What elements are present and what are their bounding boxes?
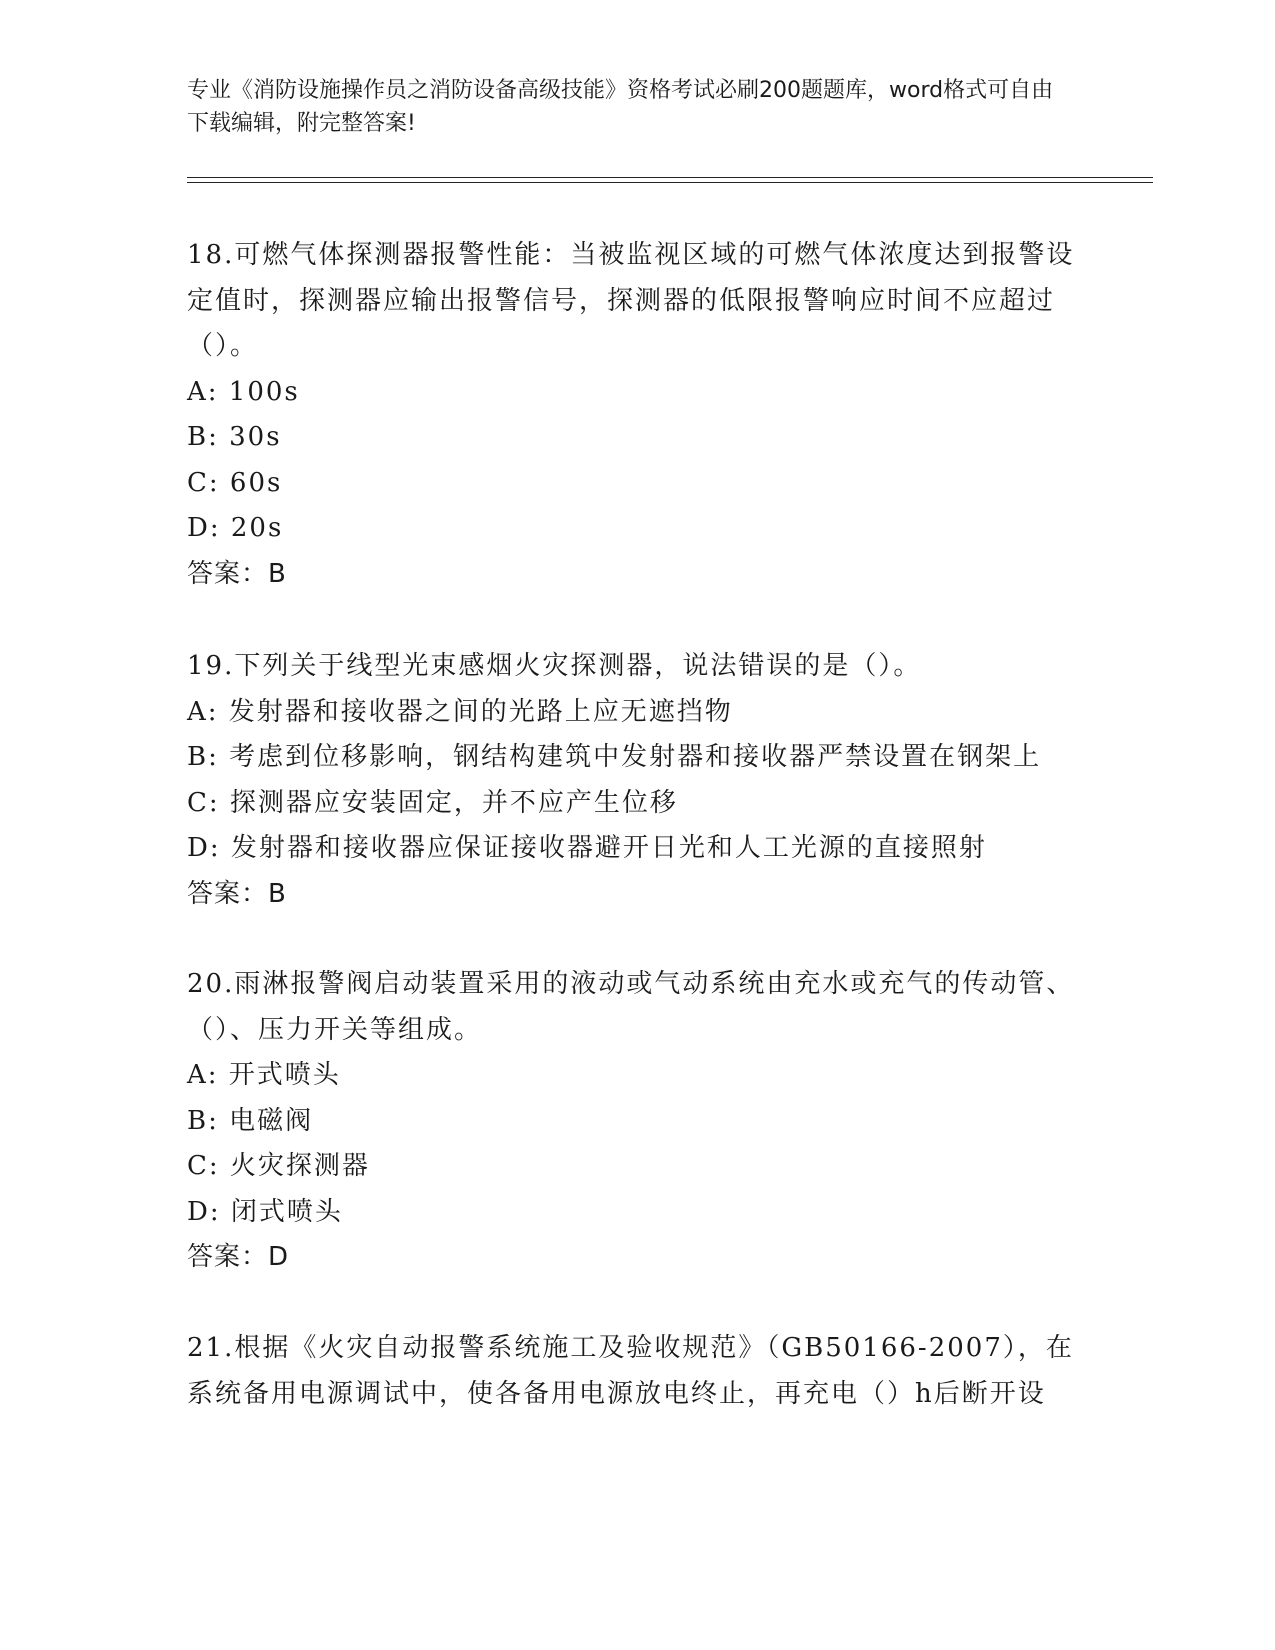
option-b: B: 考虑到位移影响，钢结构建筑中发射器和接收器严禁设置在钢架上 [187, 742, 1042, 772]
question-stem: 18.可燃气体探测器报警性能：当被监视区域的可燃气体浓度达到报警设定值时，探测器应输出报警信号，探测器的低限报警响应时间不应超过（）。 [187, 240, 1075, 361]
option-d: D: 发射器和接收器应保证接收器避开日光和人工光源的直接照射 [187, 833, 987, 863]
option-d: D: 闭式喷头 [187, 1196, 343, 1227]
option-d: D: 20s [187, 513, 284, 543]
option-b: B: 电磁阀 [187, 1105, 314, 1136]
question-stem: 19.下列关于线型光束感烟火灾探测器，说法错误的是（）。 [187, 651, 922, 681]
question-20 [187, 962, 1087, 1281]
question-stem: 20.雨淋报警阀启动装置采用的液动或气动系统由充水或充气的传动管、（）、压力开关等组成。 [187, 969, 1075, 1045]
option-a: A: 100s [187, 376, 300, 407]
document-header: 专业《消防设施操作员之消防设备高级技能》资格考试必刷200题题库，word格式可自由下载编辑，附完整答案! [187, 78, 1054, 136]
option-a: A: 开式喷头 [187, 1060, 341, 1090]
header-divider-top [187, 177, 1153, 178]
answer: 答案：B [187, 558, 287, 589]
option-c: C: 火灾探测器 [187, 1151, 370, 1181]
answer: 答案：D [187, 1242, 290, 1272]
option-c: C: 探测器应安装固定，并不应产生位移 [187, 787, 678, 818]
answer: 答案：B [187, 878, 287, 909]
header-divider-bottom [187, 182, 1153, 183]
option-a: A: 发射器和接收器之间的光路上应无遮挡物 [187, 696, 733, 727]
question-stem: 21.根据《火灾自动报警系统施工及验收规范》（GB50166-2007），在系统备用电源调试中，使各备用电源放电终止，再充电（）h后断开设 [187, 1333, 1074, 1409]
option-b: B: 30s [187, 422, 282, 452]
question-21 [187, 1326, 1087, 1417]
question-19 [187, 644, 1087, 917]
question-18 [187, 233, 1087, 597]
option-c: C: 60s [187, 467, 283, 498]
